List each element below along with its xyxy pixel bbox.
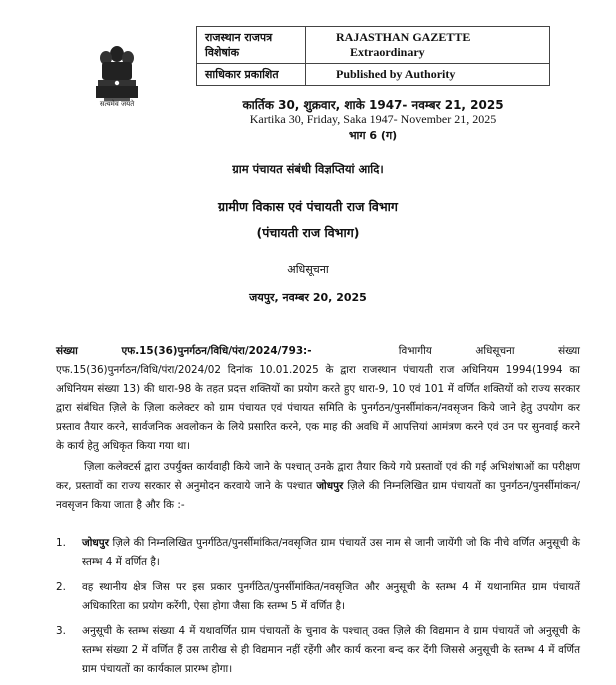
date-english: Kartika 30, Friday, Saka 1947- November 21, 2025 [249,112,497,126]
section-title: ग्राम पंचायत संबंधी विज्ञप्तियां आदि। [232,162,384,176]
state-emblem-icon [92,40,142,106]
district-name: जोधपुर [316,480,344,492]
paragraph-1-text: एफ.15(36)पुनर्गठन/विधि/पंरा/2024/02 दिनांक 10.01.2025 के द्वारा राजस्थान पंचायती राज अधिनियम 1994(1994 का अधिनियम संख्या 13) की धारा-98 के तहत प्रदत्त शक्तियों का प्रयोग करते हुए धारा-9, 10 एवं 101 में वर्णित शक्तियों को राज्य सरकार द्वारा संबंधित ज़िले के ज़िला कलेक्टर को ग्राम पंचायत एवं पंचायत समिति के पुनर्गठन/पुनर्सीमांकन/नवसृजन किये जाने हेतु उपयोग कर प्रस्ताव तैयार करने, सार्वजनिक अवलोकन के लिये प्रसारित करने, एक माह की अवधि में आपत्तियां आमंत्रण करने एवं उन पर सुनवाई करने के कार्य हेतु अधिकृत किया गया था। [56,364,580,452]
notification-heading: अधिसूचना [287,263,329,276]
header-authority-hindi: साधिकार प्रकाशित [197,64,306,86]
emblem-motto: सत्यमेव जयते [99,100,135,108]
sub-department-title: (पंचायती राज विभाग) [256,225,360,240]
paragraph-1-first-line: संख्या एफ.15(36)पुनर्गठन/विधि/पंरा/2024/793:- विभागीय अधिसूचना संख्या [56,345,580,357]
header-authority-english: Published by Authority [306,64,550,86]
list-item: 2. वह स्थानीय क्षेत्र जिस पर इस प्रकार पुनर्गठित/पुनर्सीमांकित/नवसृजित और अनुसूची के स्तम्भ 4 में यथानामित ग्राम पंचायतें अधिकारिता का प्रयोग करेंगी, ऐसा होगा जैसा कि स्तम्भ 5 में वर्णित है। [56,581,580,612]
department-title: ग्रामीण विकास एवं पंचायती राज विभाग [218,199,398,214]
paragraph-2: ज़िला कलेक्टर्स द्वारा उपर्युक्त कार्यवाही किये जाने के पश्चात् उनके द्वारा तैयार किये गये प्रस्तावों एवं की गई अभिशंषाओं का परीक्षण कर, प्रस्तावों का राज्य सरकार से अनुमोदन करवाये जाने के पश्चात जोधपुर ज़िले की निम्नलिखित ग्राम पंचायतों का पुनर्गठन/पुनर्सीमांकन/नवसृजन किया जाता है और कि :- [56,461,580,511]
gazette-header-table [196,26,550,86]
numbered-list [56,534,580,685]
list-item: 3. अनुसूची के स्तम्भ संख्या 4 में यथावर्णित ग्राम पंचायतों के चुनाव के पश्चात् उक्त ज़िले की विद्यमान वे ग्राम पंचायतें जो अनुसूची के स्तम्भ संख्या 2 में वर्णित हैं उस तारीख से ही विद्यमान नहीं रहेंगी और कार्य करना बन्द कर देंगी जिससे अनुसूची के स्तम्भ 4 में वर्णित ग्राम पंचायतों का कार्यकाल प्रारम्भ होगा। [56,625,580,675]
paragraph-1 [56,342,580,456]
header-hindi-title: राजस्थान राजपत्र विशेषांक [197,27,306,64]
place-date: जयपुर, नवम्बर 20, 2025 [249,291,367,304]
part-number: भाग 6 (ग) [348,129,398,142]
header-english-title: RAJASTHAN GAZETTE Extraordinary [306,27,550,64]
date-hindi: कार्तिक 30, शुक्रवार, शाके 1947- नवम्बर 21, 2025 [242,98,504,112]
list-item: 1. जोधपुर ज़िले की निम्नलिखित पुनर्गठित/पुनर्सीमांकित/नवसृजित ग्राम पंचायतें उस नाम से जानी जायेंगी जो कि नीचे वर्णित अनुसूची के स्तम्भ 4 में वर्णित है। [56,537,580,568]
